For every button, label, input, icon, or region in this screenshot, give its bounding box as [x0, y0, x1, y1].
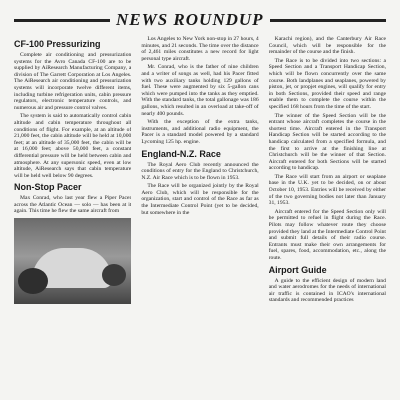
paragraph: The system is said to automatically control cabin altitude and cabin temperature throughout all conditions of flight. For example, at an altitude of 21,000 feet, the cabin altitude will be held at 10,000 feet; at an altitude of 35,000 feet, the cabin will be at 16,000 feet; above 50,000 feet, a constant differential pressure will be held between cabin and atmosphere. At any supersonic speed, even at low altitude, AiResearch says that cabin temperature will be held well below 90 degrees.: [14, 113, 132, 179]
paragraph: The Royal Aero Club recently announced the conditions of entry for the England to Christchurch, N.Z. Air Race which is to be flown in 1953.: [141, 161, 259, 181]
photo-engine: [102, 264, 126, 286]
paragraph: Complete air conditioning and pressurization systems for the Avro Canada CF-100 are to be supplied by AiResearch Manufacturing Company, a division of The Garrett Corporation at Los Angeles. The AiResearch air conditioning and pressurization systems will incorporate twelve different items, including turbine refrigeration units, cabin pressure regulators, electronic temperature controls, and numerous air and pressure control valves.: [14, 52, 132, 111]
banner-rule-left: [14, 19, 110, 22]
paragraph: The Race will start from an airport or seaplane base in the U.K. yet to be decided, on or about October 10, 1953. Entries will be received by either of the two governing bodies not later than January 31, 1953.: [268, 173, 386, 207]
heading-airport-guide: Airport Guide: [268, 264, 327, 275]
news-roundup-banner: [14, 10, 386, 30]
paragraph: Mr. Conrad, who is the father of nine children and a writer of songs as well, had his Pacer fitted with two auxiliary tanks holding 129 gallons of fuel. These were augmented by six 5-gallon cans which were pumped into the tanks as they emptied. With the standard tanks, the total gallonage was 186 gallons, which resulted in an overload at take-off of nearly 400 pounds.: [141, 64, 259, 117]
paragraph: Max Conrad, who last year flew a Piper Pacer across the Atlantic Ocean — solo — has been at it again. This time he flew the same aircraft from: [14, 195, 132, 215]
paragraph: Aircraft entered for the Speed Section only will be permitted to refuel in flight during the Race. Pilots may follow whatever route they choose provided they land at the Intermediate Control Point and submit full details of their radio course. Entrants must make their own arrangements for fuel, spares, food, accommodation, etc., along the route.: [268, 208, 386, 261]
column-2: [141, 36, 258, 400]
paragraph: Los Angeles to New York non-stop in 27 hours, 4 minutes, and 21 seconds. The time over the distance of 2,461 miles constitutes a new record for light personal type aircraft.: [141, 36, 259, 62]
banner-title: NEWS ROUNDUP: [116, 10, 264, 29]
banner-rule-right: [270, 19, 386, 22]
column-3: [269, 36, 386, 400]
paragraph: The Race is to be divided into two sections: a Speed Section and a Transport Handicap Section, which will be flown concurrently over the same course. Both landplanes and seaplanes, powered by piston, jet, or propjet engines, will qualify for entry in both Sections, provided their speed and range enable them to complete the course within the specified 168 hours from the time of the start.: [268, 57, 386, 110]
heading-england-nz-race: England-N.Z. Race: [141, 148, 221, 159]
aircraft-photo: [14, 218, 131, 304]
photo-engine: [18, 268, 48, 294]
article-columns: [14, 36, 386, 400]
paragraph: The Race will be organized jointly by the Royal Aero Club, which will be responsible for the organization, start and control of the Race as far as the Intermediate Control Point (yet to be decided, but somewhere in the: [141, 183, 259, 216]
paragraph: Karachi region), and the Canterbury Air Race Council, which will be responsible for the remainder of the course and the finish.: [268, 36, 386, 56]
paragraph: With the exception of the extra tanks, instruments, and additional radio equipment, the Pacer is a standard model powered by a standard Lycoming 125 hp. engine.: [141, 119, 259, 145]
paragraph: The winner of the Speed Section will be the entrant whose aircraft completes the course in the shortest time. Aircraft entered in the Transport Handicap Section will be started according to the handicap calculated from a specified formula, and the first to arrive at the finishing line at Christchurch will be the winner of that Section. Aircraft entered for both Sections will be started according to handicap.: [268, 112, 386, 172]
column-1: [14, 36, 131, 400]
heading-cf100: CF-100 Pressurizing: [14, 39, 101, 49]
heading-non-stop-pacer: Non-Stop Pacer: [14, 182, 82, 193]
paragraph: A guide to the efficient design of modern land and water aerodromes for the needs of international air traffic is contained in ICAO's international standards and recommended practices: [268, 277, 386, 304]
